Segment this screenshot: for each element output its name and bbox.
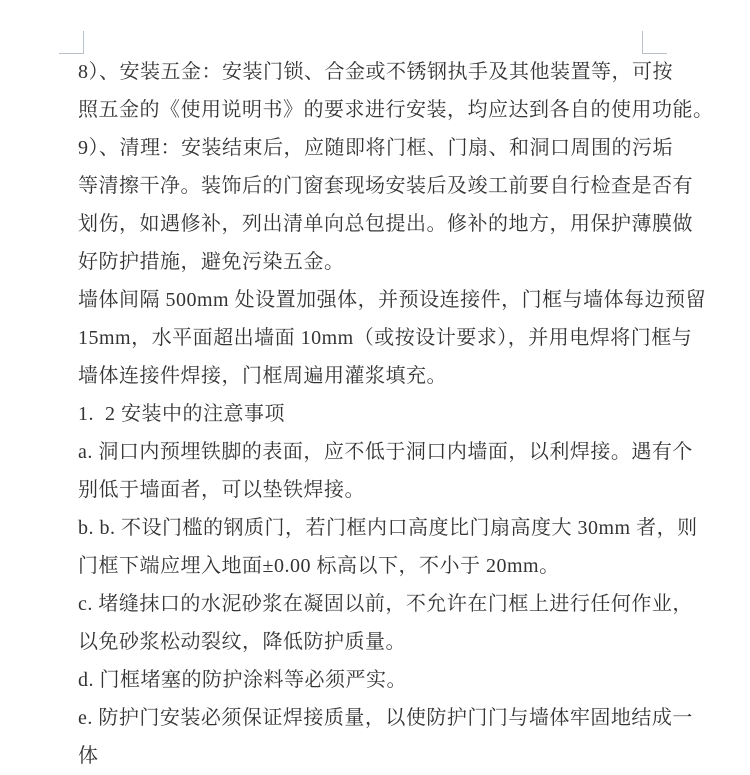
text-line: 好防护措施，避免污染五金。: [78, 251, 345, 273]
text-line: 照五金的《使用说明书》的要求进行安装，均应达到各自的使用功能。: [78, 99, 714, 121]
text-line: d. 门框堵塞的防护涂料等必须严实。: [78, 669, 407, 691]
text-line: e. 防护门安装必须保证焊接质量，以使防护门门与墙体牢固地结成一: [78, 707, 693, 729]
text-line: b. b. 不设门槛的钢质门，若门框内口高度比门扇高度大 30mm 者，则: [78, 517, 698, 539]
document-body: [78, 53, 714, 775]
text-line: 15mm，水平面超出墙面 10mm（或按设计要求），并用电焊将门框与: [78, 327, 693, 349]
page-margin-mark-top-right: [642, 31, 667, 54]
text-line: 体: [78, 745, 99, 767]
text-line: 8）、安装五金：安装门锁、合金或不锈钢执手及其他装置等，可按: [78, 61, 673, 83]
text-line: c. 堵缝抹口的水泥砂浆在凝固以前，不允许在门框上进行任何作业，: [78, 593, 693, 615]
text-line: 门框下端应埋入地面±0.00 标高以下，不小于 20mm。: [78, 555, 560, 577]
text-line: 墙体间隔 500mm 处设置加强体，并预设连接件，门框与墙体每边预留: [78, 289, 707, 311]
text-line: 墙体连接件焊接，门框周遍用灌浆填充。: [78, 365, 447, 387]
section-heading: 1. 2 安装中的注意事项: [78, 403, 285, 425]
text-line: 等清擦干净。装饰后的门窗套现场安装后及竣工前要自行检查是否有: [78, 175, 693, 197]
text-line: 9）、清理：安装结束后，应随即将门框、门扇、和洞口周围的污垢: [78, 137, 673, 159]
text-line: 别低于墙面者，可以垫铁焊接。: [78, 479, 365, 501]
text-line: 划伤，如遇修补，列出清单向总包提出。修补的地方，用保护薄膜做: [78, 213, 693, 235]
text-line: 以免砂浆松动裂纹，降低防护质量。: [78, 631, 406, 653]
page-margin-mark-top-left: [59, 31, 84, 54]
text-line: a. 洞口内预埋铁脚的表面，应不低于洞口内墙面，以利焊接。遇有个: [78, 441, 693, 463]
